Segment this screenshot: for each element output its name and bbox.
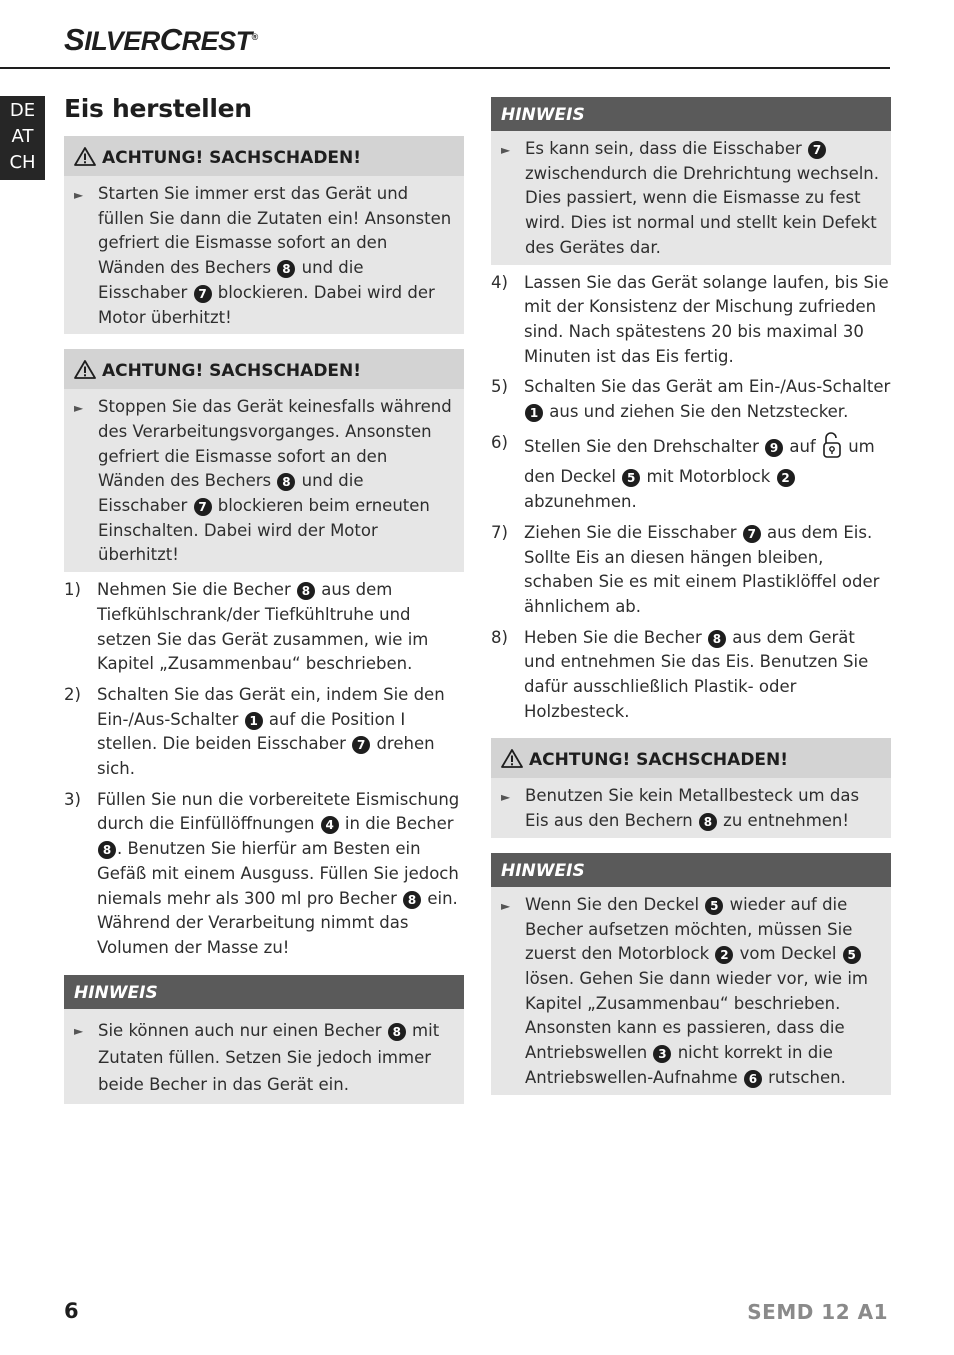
language-tab: [0, 96, 45, 180]
step-number: 5): [491, 377, 508, 397]
step-text: Schalten Sie das Gerät ein, indem Sie den Ein-/Aus-Schalter 1 auf die Position I stellen. Die beiden Eisschaber 7 drehen sich.: [97, 684, 445, 779]
step-text: Füllen Sie nun die vorbereitete Eismischung durch die Einfüllöffnungen 4 in die Becher 8 . Benutzen Sie hierfür am Besten ein Gefäß mit einem Ausguss. Füllen Sie jedoch niemals mehr als 300 ml pro Becher 8 ein. Während der Verarbeitung nimmt das Volumen der Masse zu!: [97, 789, 460, 957]
bullet-item: [74, 182, 454, 330]
note-box-2: [491, 853, 891, 1095]
warning-triangle-icon: [74, 360, 96, 379]
step-text: Heben Sie die Becher 8 aus dem Gerät und entnehmen Sie das Eis. Benutzen Sie dafür ausschließlich Plastik- oder Holzbesteck.: [524, 627, 869, 721]
callout-number: 2: [715, 946, 733, 964]
header-rule: [0, 67, 890, 69]
callout-number: 7: [194, 498, 212, 516]
warning-triangle-icon: [501, 749, 523, 768]
step-item: [491, 375, 891, 424]
callout-number: 5: [705, 897, 723, 915]
right-column: [491, 97, 891, 1110]
warning-header: [64, 136, 464, 176]
step-item: [491, 431, 891, 515]
bullet-item: [74, 395, 454, 568]
note-box-1: [491, 97, 891, 265]
bullet-item: [501, 893, 881, 1091]
model-number: SEMD 12 A1: [747, 1300, 888, 1324]
callout-number: 7: [743, 525, 761, 543]
bullet-text: Wenn Sie den Deckel 5 wieder auf die Becher aufsetzen möchten, müssen Sie zuerst den Motorblock 2 vom Deckel 5 lösen. Gehen Sie dann wieder vor, wie im Kapitel „Zusammenbau“ beschrieben. Ansonsten kann es passieren, dass die Antriebswellen 3 nicht korrekt in die Antriebswellen-Aufnahme 6 rutschen.: [525, 894, 868, 1087]
right-steps-list: [491, 271, 891, 725]
callout-number: 8: [277, 473, 295, 491]
warning-box-1: [64, 136, 464, 334]
step-number: 1): [64, 580, 81, 600]
step-item: [64, 578, 464, 677]
callout-number: 7: [194, 285, 212, 303]
bullet-arrow-icon: ►: [501, 143, 511, 157]
left-column: [64, 92, 464, 1119]
bullet-arrow-icon: ►: [501, 790, 511, 805]
callout-number: 1: [525, 404, 543, 422]
bullet-arrow-icon: ►: [74, 401, 84, 416]
callout-number: 7: [808, 141, 826, 159]
step-number: 8): [491, 627, 508, 647]
bullet-text: Es kann sein, dass die Eisschaber 7 zwischendurch die Drehrichtung wechseln. Dies passiert, wenn die Eismasse zu fest wird. Dies ist normal und stellt kein Defekt des Gerätes dar.: [525, 139, 880, 257]
step-number: 2): [64, 684, 81, 704]
callout-number: 5: [622, 469, 640, 487]
brand-logo: SILVERCREST®: [64, 22, 258, 57]
page-number: 6: [64, 1299, 79, 1323]
callout-number: 8: [277, 260, 295, 278]
bullet-arrow-icon: ►: [501, 898, 511, 913]
callout-number: 1: [245, 712, 263, 730]
callout-number: 8: [699, 813, 717, 831]
step-item: [491, 521, 891, 620]
bullet-text: Benutzen Sie kein Metallbesteck um das Eis aus den Bechern 8 zu entnehmen!: [525, 786, 860, 831]
callout-number: 6: [744, 1070, 762, 1088]
open-lock-icon: [822, 431, 842, 466]
callout-number: 8: [297, 582, 315, 600]
callout-number: 7: [352, 736, 370, 754]
warning-box-3: [491, 738, 891, 837]
callout-number: 8: [403, 891, 421, 909]
note-box: [64, 975, 464, 1104]
callout-number: 3: [653, 1045, 671, 1063]
step-item: [491, 271, 891, 370]
bullet-text: Sie können auch nur einen Becher 8 mit Zutaten füllen. Setzen Sie jedoch immer beide Becher in das Gerät ein.: [98, 1020, 440, 1094]
note-header: HINWEIS: [491, 97, 891, 131]
note-header: HINWEIS: [491, 853, 891, 887]
step-number: 7): [491, 522, 508, 542]
callout-number: 8: [388, 1023, 406, 1041]
bullet-item: [501, 784, 881, 833]
step-number: 6): [491, 432, 508, 452]
warning-header: [491, 738, 891, 778]
step-text: Schalten Sie das Gerät am Ein-/Aus-Schalter 1 aus und ziehen Sie den Netzstecker.: [524, 377, 891, 422]
step-number: 3): [64, 789, 81, 809]
bullet-text: Stoppen Sie das Gerät keinesfalls während des Verarbeitungsvorganges. Ansonsten gefriert die Eismasse sofort an den Wänden des Bechers 8 und die Eisschaber 7 blockieren beim erneuten Einschalten. Dabei wird der Motor überhitzt!: [98, 397, 452, 565]
note-header: HINWEIS: [64, 975, 464, 1009]
step-text: Lassen Sie das Gerät solange laufen, bis Sie mit der Konsistenz der Mischung zufrieden sind. Nach spätestens 20 bis maximal 30 Minuten ist das Eis fertig.: [524, 272, 889, 366]
callout-number: 8: [708, 630, 726, 648]
warning-header: [64, 349, 464, 389]
step-item: [64, 683, 464, 782]
bullet-arrow-icon: ►: [74, 188, 84, 202]
callout-number: 9: [765, 439, 783, 457]
warning-triangle-icon: [74, 147, 96, 166]
step-number: 4): [491, 272, 508, 292]
warning-title: ACHTUNG! SACHSCHADEN!: [102, 148, 362, 168]
callout-number: 5: [843, 946, 861, 964]
language-de: DE: [9, 100, 36, 121]
bullet-item: [74, 1017, 454, 1098]
bullet-arrow-icon: ►: [74, 1023, 84, 1038]
warning-title: ACHTUNG! SACHSCHADEN!: [102, 361, 362, 382]
step-item: [491, 626, 891, 725]
callout-number: 8: [98, 841, 116, 859]
step-text: Stellen Sie den Drehschalter 9 auf um den Deckel 5 mit Motorblock 2 abzunehmen.: [524, 431, 891, 515]
warning-title: ACHTUNG! SACHSCHADEN!: [529, 750, 789, 771]
step-item: [64, 788, 464, 961]
language-at: AT: [11, 126, 34, 147]
step-text: Nehmen Sie die Becher 8 aus dem Tiefkühlschrank/der Tiefkühltruhe und setzen Sie das Gerät zusammen, wie im Kapitel „Zusammenbau“ beschrieben.: [97, 580, 429, 674]
warning-box-2: [64, 349, 464, 572]
callout-number: 4: [321, 816, 339, 834]
bullet-item: [501, 137, 881, 261]
language-ch: CH: [9, 152, 36, 173]
callout-number: 2: [777, 469, 795, 487]
step-text: Ziehen Sie die Eisschaber 7 aus dem Eis. Sollte Eis an diesen hängen bleiben, schaben Sie es mit einem Plastiklöffel oder ähnlichem ab.: [524, 522, 880, 616]
left-steps-list: [64, 578, 464, 961]
bullet-text: Starten Sie immer erst das Gerät und füllen Sie dann die Zutaten ein! Ansonsten gefriert die Eismasse sofort an den Wänden des Bechers 8 und die Eisschaber 7 blockieren. Dabei wird der Motor überhitzt!: [98, 184, 452, 327]
section-title: Eis herstellen: [64, 94, 252, 123]
